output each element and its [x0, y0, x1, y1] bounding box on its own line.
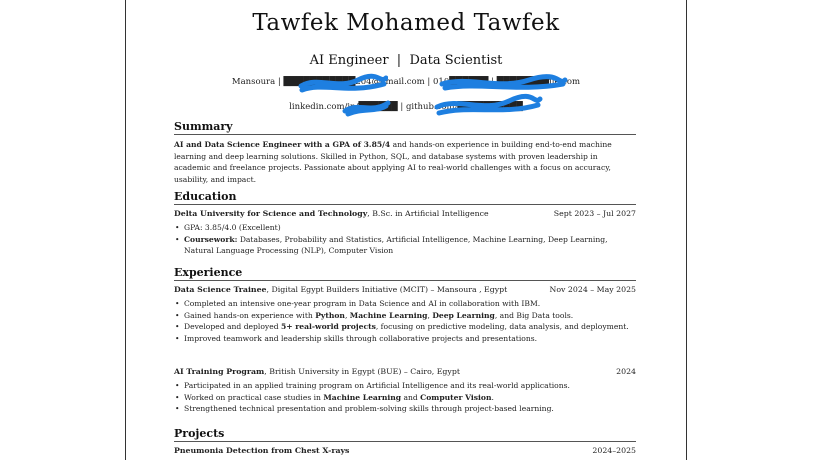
- job-dates: Nov 2024 – May 2025: [549, 285, 636, 294]
- job-bullets: [174, 298, 636, 344]
- section-title-projects: Projects: [174, 427, 225, 440]
- redaction-scribble-email: [298, 72, 388, 94]
- keyword: Machine Learning: [323, 392, 402, 402]
- redaction-scribble-phone: [439, 72, 569, 94]
- candidate-title: AI Engineer | Data Scientist: [309, 53, 503, 68]
- keyword: 5+ real-world projects: [280, 322, 376, 332]
- list-item: [174, 298, 636, 310]
- keyword: Computer Vision: [420, 392, 492, 402]
- bullet-text: Completed an intensive one-year program in Data Science and AI in collaboration with IBM.: [184, 299, 541, 308]
- bullet-text: .: [491, 392, 494, 402]
- education-school: Delta University for Science and Technology: [174, 209, 368, 218]
- bullet-text: Gained hands-on experience with: [184, 310, 316, 320]
- job-dates: 2024: [616, 367, 636, 376]
- bullet-text: Developed and deployed: [184, 322, 281, 332]
- section-divider: [174, 280, 636, 281]
- list-item: [174, 380, 636, 392]
- job-org: , Digital Egypt Builders Initiative (MCIT) – Mansoura , Egypt: [266, 285, 508, 294]
- list-item: [174, 222, 636, 234]
- job-bullets: [174, 380, 636, 415]
- summary-lead: AI and Data Science Engineer with a GPA of 3.85/4: [174, 140, 391, 149]
- bullet-text: , focusing on predictive modeling, data analysis, and deployment.: [375, 322, 629, 332]
- redaction-scribble-github: [434, 93, 544, 119]
- education-details: [174, 222, 636, 257]
- job-org: , British University in Egypt (BUE) – Cairo, Egypt: [264, 367, 460, 376]
- project-dates: 2024–2025: [592, 446, 636, 455]
- list-item: [174, 333, 636, 345]
- education-gpa: GPA: 3.85/4.0 (Excellent): [184, 223, 281, 232]
- bullet-text: Strengthened technical presentation and problem-solving skills through project-based learning.: [184, 404, 554, 414]
- summary-text: [174, 139, 636, 185]
- redaction-scribble-linkedin: [342, 96, 392, 118]
- coursework-label: Coursework:: [184, 234, 238, 244]
- bullet-text: ,: [427, 310, 433, 320]
- bullet-text: Participated in an applied training program on Artificial Intelligence and its real-world applications.: [184, 381, 570, 390]
- list-item: [174, 392, 636, 404]
- list-item: [174, 321, 636, 333]
- bullet-text: Improved teamwork and leadership skills through collaborative projects and presentations.: [184, 333, 538, 343]
- resume-page: [125, 0, 687, 460]
- keyword: Python: [315, 310, 345, 320]
- list-item: [174, 310, 636, 322]
- list-item: [174, 403, 636, 415]
- education-dates: Sept 2023 – Jul 2027: [553, 209, 636, 218]
- bullet-text: , and Big Data tools.: [494, 310, 574, 320]
- summary-body: and hands-on experience in building end-to-end machine learning and deep learning solutions. Skilled in Python, SQL, and database systems with proven leadership in academic and freelance projects. Passionate about applying AI to real-world challenges with a focus on accuracy, usability, and impact.: [174, 140, 612, 184]
- contact-line-2: linkedin.com/in/██████ | github.com/██████████: [289, 102, 523, 112]
- section-divider: [174, 134, 636, 135]
- education-degree: , B.Sc. in Artificial Intelligence: [367, 209, 489, 218]
- project-title: Pneumonia Detection from Chest X-rays: [174, 446, 350, 455]
- contact-line-1: Mansoura | ███████████204@gmail.com | 010██████ | ████████ile.com: [231, 77, 581, 87]
- section-title-education: Education: [174, 190, 237, 203]
- bullet-text: and: [401, 392, 421, 402]
- keyword: Deep Learning: [432, 310, 495, 320]
- section-divider: [174, 204, 636, 205]
- coursework-text: Databases, Probability and Statistics, Artificial Intelligence, Machine Learning, Deep Learning, Natural Language Processing (NLP), Computer Vision: [184, 234, 608, 256]
- job-role: AI Training Program: [174, 367, 265, 376]
- section-divider: [174, 441, 636, 442]
- bullet-text: Worked on practical case studies in: [184, 392, 324, 402]
- section-title-summary: Summary: [174, 120, 233, 133]
- keyword: Machine Learning: [349, 310, 428, 320]
- job-role: Data Science Trainee: [174, 285, 267, 294]
- section-title-experience: Experience: [174, 266, 243, 279]
- list-item: [174, 234, 636, 257]
- bullet-text: ,: [344, 310, 350, 320]
- candidate-name: Tawfek Mohamed Tawfek: [252, 10, 560, 36]
